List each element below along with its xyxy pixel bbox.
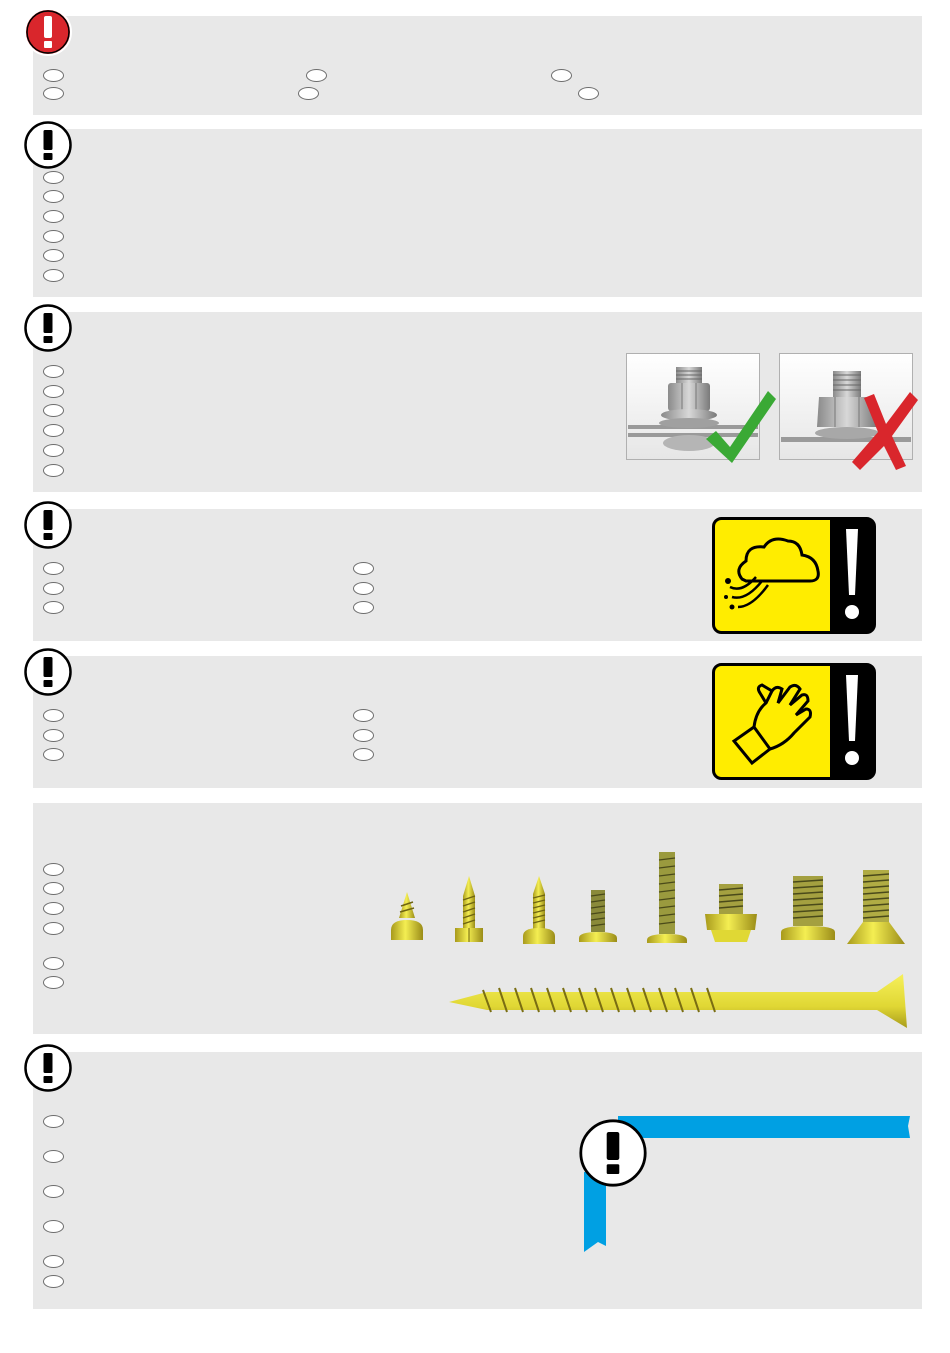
list-bullet (353, 582, 374, 595)
list-bullet (43, 957, 64, 970)
list-bullet (43, 269, 64, 282)
list-bullet (43, 464, 64, 477)
exclamation-black-icon (578, 1118, 648, 1188)
exclamation-black-icon (23, 1043, 73, 1093)
list-bullet (43, 562, 64, 575)
list-bullet (43, 729, 64, 742)
list-bullet (43, 709, 64, 722)
list-bullet (43, 1255, 64, 1268)
list-bullet (43, 1150, 64, 1163)
list-bullet (298, 87, 319, 100)
screws-image (385, 848, 905, 948)
list-bullet (306, 69, 327, 82)
exclamation-black-icon (23, 647, 73, 697)
list-bullet (43, 1220, 64, 1233)
warning-panel-general (33, 16, 922, 115)
exclamation-black-icon (23, 120, 73, 170)
warning-panel-assembly (33, 129, 922, 297)
list-bullet (43, 230, 64, 243)
green-check-icon (702, 387, 778, 467)
exclamation-black-icon (23, 500, 73, 550)
list-bullet (353, 601, 374, 614)
list-bullet (43, 922, 64, 935)
exclamation-red-icon (23, 7, 73, 57)
list-bullet (551, 69, 572, 82)
list-bullet (43, 404, 64, 417)
dust-warning-sign (712, 517, 876, 634)
list-bullet (43, 87, 64, 100)
list-bullet (43, 171, 64, 184)
list-bullet (43, 882, 64, 895)
list-bullet (43, 190, 64, 203)
list-bullet (43, 1115, 64, 1128)
list-bullet (43, 1275, 64, 1288)
list-bullet (353, 748, 374, 761)
list-bullet (578, 87, 599, 100)
list-bullet (43, 210, 64, 223)
list-bullet (43, 249, 64, 262)
list-bullet (43, 748, 64, 761)
exclamation-black-icon (23, 303, 73, 353)
list-bullet (353, 562, 374, 575)
list-bullet (43, 444, 64, 457)
long-screw-image (447, 972, 909, 1032)
list-bullet (43, 385, 64, 398)
list-bullet (43, 582, 64, 595)
list-bullet (43, 601, 64, 614)
list-bullet (353, 709, 374, 722)
red-cross-icon (850, 390, 920, 472)
list-bullet (43, 365, 64, 378)
list-bullet (43, 69, 64, 82)
list-bullet (43, 424, 64, 437)
list-bullet (43, 863, 64, 876)
list-bullet (43, 976, 64, 989)
gloves-warning-sign (712, 663, 876, 780)
list-bullet (43, 902, 64, 915)
list-bullet (353, 729, 374, 742)
list-bullet (43, 1185, 64, 1198)
